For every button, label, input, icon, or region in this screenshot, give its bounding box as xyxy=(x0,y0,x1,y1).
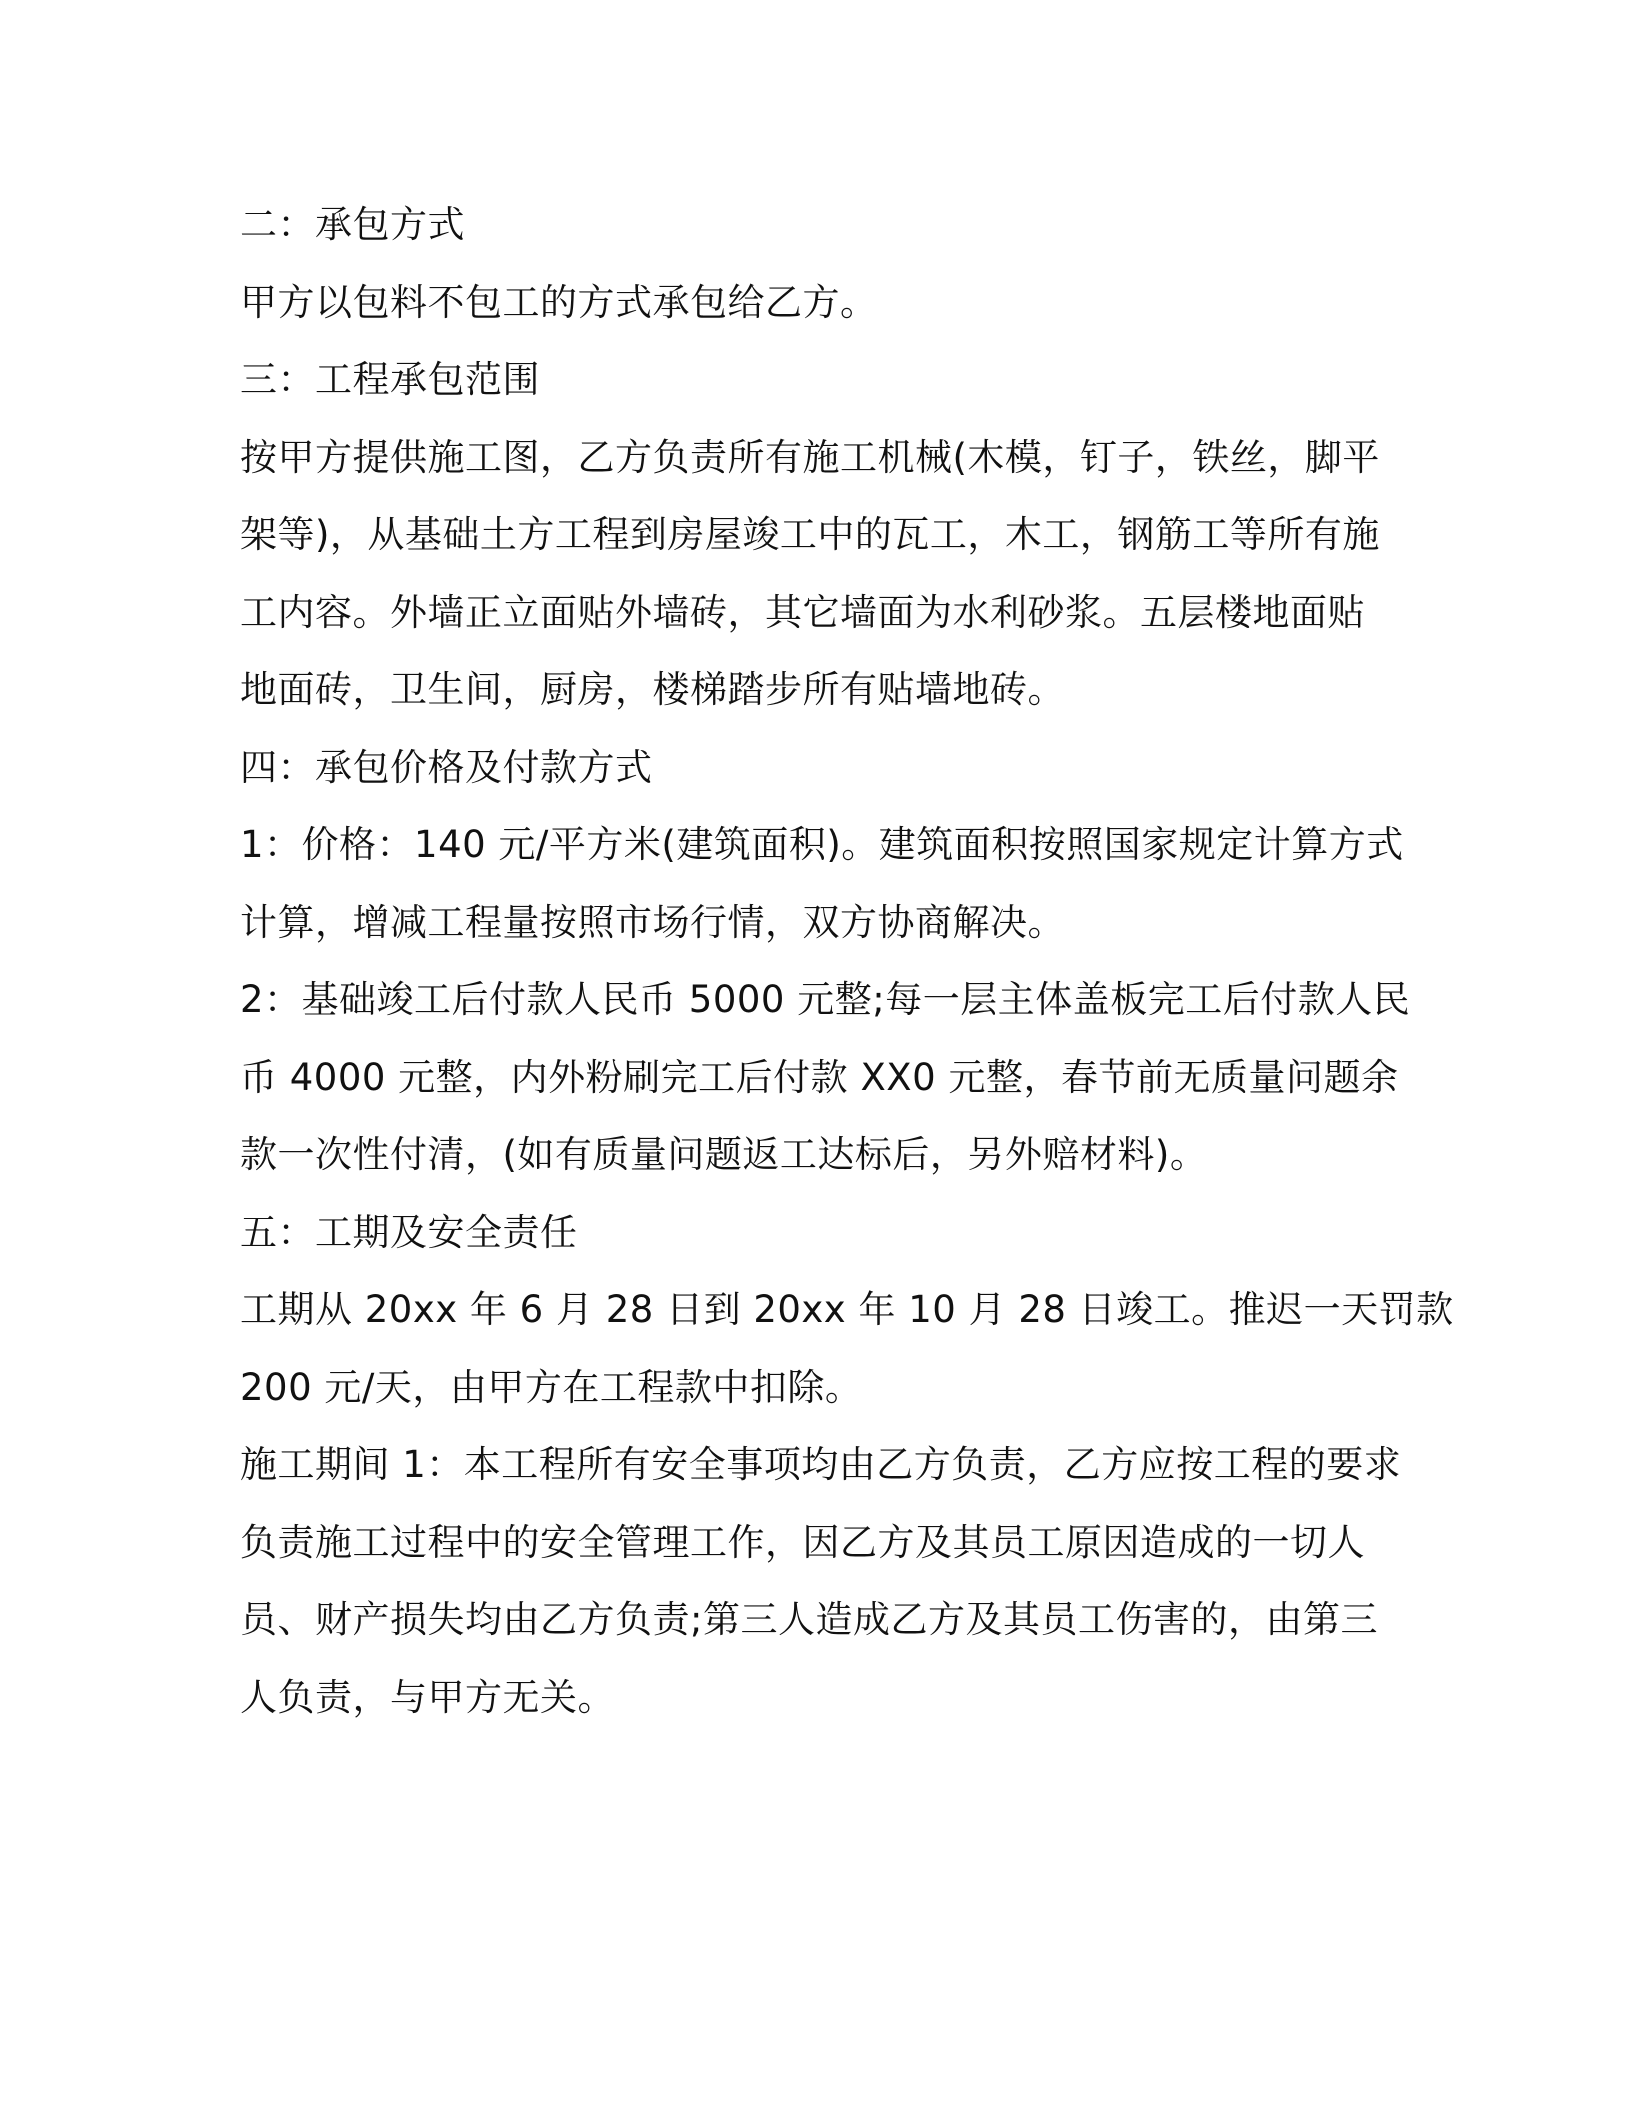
paragraph-line: 按甲方提供施工图，乙方负责所有施工机械(木模，钉子，铁丝，脚平 xyxy=(240,435,1380,479)
paragraph-line: 币 4000 元整，内外粉刷完工后付款 XX0 元整，春节前无质量问题余 xyxy=(240,1055,1399,1099)
section-heading-scope: 三：工程承包范围 xyxy=(240,358,540,401)
paragraph-line: 负责施工过程中的安全管理工作，因乙方及其员工原因造成的一切人 xyxy=(240,1520,1365,1564)
document-body xyxy=(240,186,1454,1736)
section-heading-schedule-safety: 五：工期及安全责任 xyxy=(240,1210,578,1254)
section-heading-price-payment: 四：承包价格及付款方式 xyxy=(240,745,653,789)
paragraph-line: 款一次性付清，(如有质量问题返工达标后，另外赔材料)。 xyxy=(240,1133,1208,1176)
paragraph-line: 施工期间 1：本工程所有安全事项均由乙方负责，乙方应按工程的要求 xyxy=(240,1443,1402,1486)
paragraph-line: 地面砖，卫生间，厨房，楼梯踏步所有贴墙地砖。 xyxy=(240,668,1065,711)
paragraph-line: 2：基础竣工后付款人民币 5000 元整;每一层主体盖板完工后付款人民 xyxy=(240,978,1411,1021)
paragraph-line: 1：价格：140 元/平方米(建筑面积)。建筑面积按照国家规定计算方式 xyxy=(240,823,1404,866)
paragraph-line: 计算，增减工程量按照市场行情，双方协商解决。 xyxy=(240,900,1065,944)
paragraph-line: 工内容。外墙正立面贴外墙砖，其它墙面为水利砂浆。五层楼地面贴 xyxy=(240,590,1365,634)
paragraph-line: 200 元/天，由甲方在工程款中扣除。 xyxy=(240,1365,863,1409)
section-heading-contract-method: 二：承包方式 xyxy=(240,203,465,246)
paragraph-line: 员、财产损失均由乙方负责;第三人造成乙方及其员工伤害的，由第三 xyxy=(240,1598,1378,1641)
paragraph-line: 人负责，与甲方无关。 xyxy=(240,1675,615,1719)
paragraph-line: 工期从 20xx 年 6 月 28 日到 20xx 年 10 月 28 日竣工。推迟一天罚款 xyxy=(240,1288,1454,1331)
paragraph-line: 架等)，从基础土方工程到房屋竣工中的瓦工，木工，钢筋工等所有施 xyxy=(240,513,1380,556)
paragraph-line: 甲方以包料不包工的方式承包给乙方。 xyxy=(240,280,878,324)
